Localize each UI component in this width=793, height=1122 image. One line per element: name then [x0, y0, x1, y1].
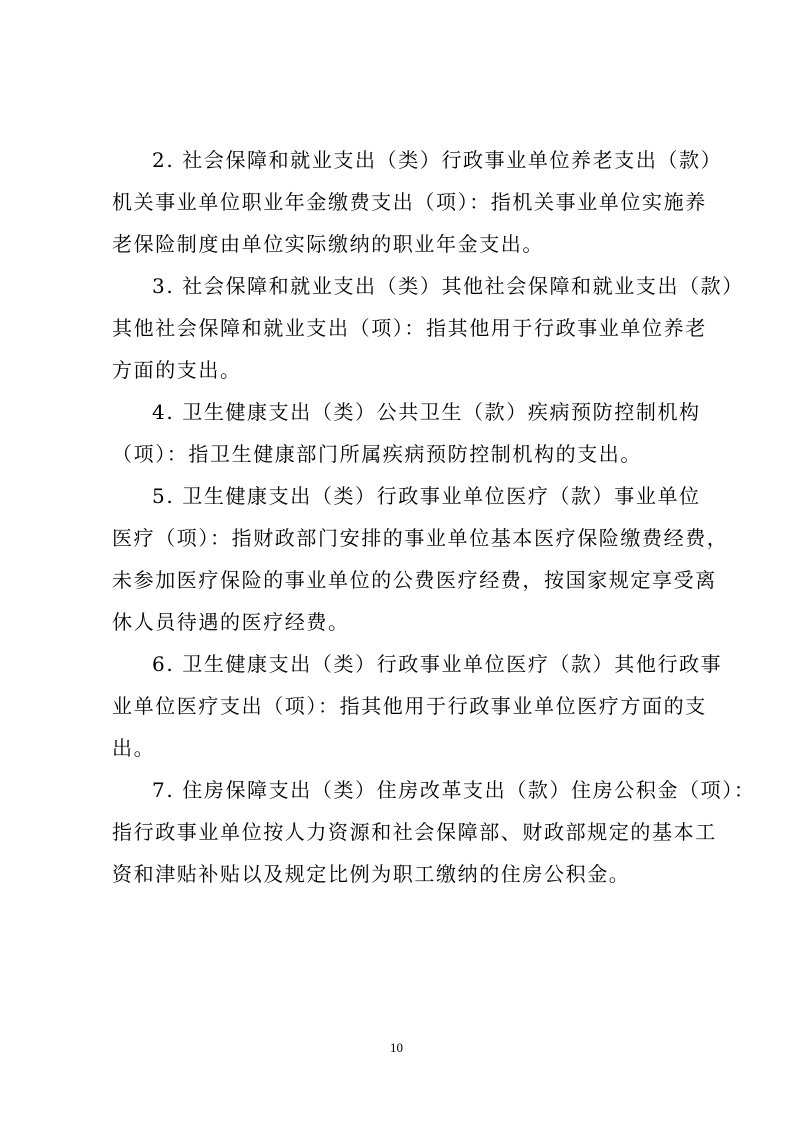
page-number: 10: [390, 1040, 403, 1055]
paragraph-7-line-3: 资和津贴补贴以及规定比例为职工缴纳的住房公积金。: [112, 862, 631, 886]
paragraph-3-line-2: 其他社会保障和就业支出（项）：指其他用于行政事业单位养老: [112, 316, 707, 340]
paragraph-4-line-1: 4. 卫生健康支出（类）公共卫生（款）疾病预防控制机构: [152, 400, 701, 424]
paragraph-5-line-4: 休人员待遇的医疗经费。: [112, 610, 350, 634]
paragraph-7-line-1: 7. 住房保障支出（类）住房改革支出（款）住房公积金（项）：: [152, 778, 756, 802]
paragraph-3-line-3: 方面的支出。: [112, 358, 242, 382]
paragraph-2-line-2: 机关事业单位职业年金缴费支出（项）：指机关事业单位实施养: [112, 190, 707, 214]
paragraph-2-line-1: 2. 社会保障和就业支出（类）行政事业单位养老支出（款）: [152, 148, 723, 172]
paragraph-5-line-3: 未参加医疗保险的事业单位的公费医疗经费，按国家规定享受离: [112, 568, 717, 592]
paragraph-6-line-3: 出。: [112, 736, 156, 760]
paragraph-4-line-2: （项）：指卫生健康部门所属疾病预防控制机构的支出。: [112, 442, 642, 466]
paragraph-6-line-1: 6. 卫生健康支出（类）行政事业单位医疗（款）其他行政事: [152, 652, 723, 676]
paragraph-7-line-2: 指行政事业单位按人力资源和社会保障部、财政部规定的基本工: [112, 820, 717, 844]
paragraph-6-line-2: 业单位医疗支出（项）：指其他用于行政事业单位医疗方面的支: [112, 694, 707, 718]
paragraph-5-line-1: 5. 卫生健康支出（类）行政事业单位医疗（款）事业单位: [152, 484, 701, 508]
paragraph-5-line-2: 医疗（项）：指财政部门安排的事业单位基本医疗保险缴费经费，: [112, 526, 729, 550]
paragraph-3-line-1: 3. 社会保障和就业支出（类）其他社会保障和就业支出（款）: [152, 274, 744, 298]
paragraph-2-line-3: 老保险制度由单位实际缴纳的职业年金支出。: [112, 232, 544, 256]
